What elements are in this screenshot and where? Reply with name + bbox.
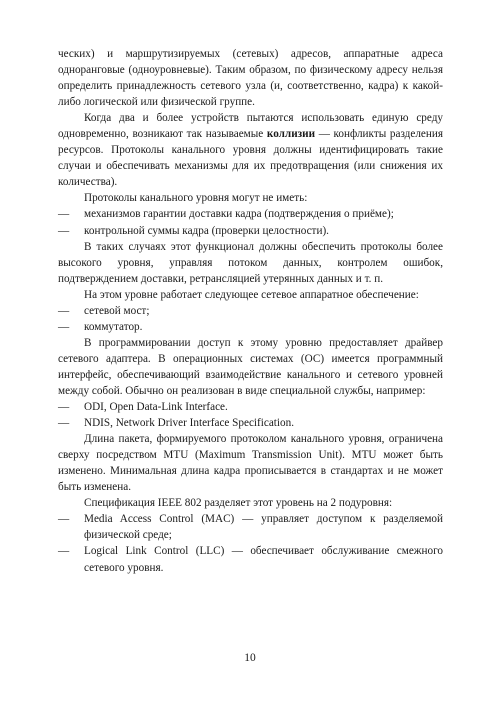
dash-marker: — [58,320,70,333]
page-body [58,46,443,576]
paragraph-hardware: На этом уровне работает следующее сетевое аппаратное обеспечение: [84,288,419,301]
list-item-text: ODI, Open Data-Link Interface. [84,401,228,414]
dash-marker: — [58,545,70,558]
list-item [58,399,443,415]
list-item-text: Media Access Control (MAC) — управляет доступом к разделяемой физической среде; [84,513,443,542]
dash-marker: — [58,304,70,317]
paragraph-text: — конфликты разделения ресурсов. Протоколы канального уровня должны идентифицировать такие случаи и обеспечивать механизмы для их предотвращения (или снижения их количества). [58,128,443,189]
dash-marker: — [58,208,70,221]
list-item-text: сетевой мост; [84,304,150,317]
list-item-text: Logical Link Control (LLC) — обеспечивает обслуживание смежного сетевого уровня. [84,545,443,574]
list-item [58,543,443,575]
paragraph-programming: В программировании доступ к этому уровню предоставляет драйвер сетевого адаптера. В операционных системах (ОС) имеется программный интерфейс, обеспечивающий взаимодействие канального и сетевого уровней между собой. Обычно он реализован в виде специальной службы, например: [58,336,443,397]
paragraph-higher-level: В таких случаях этот функционал должны обеспечить протоколы более высокого уровня, управляя потоком данных, контролем ошибок, подтверждением доставки, ретрансляцией утерянных данных и т. п. [58,240,443,285]
paragraph-continuation: ческих) и маршрутизируемых (сетевых) адресов, аппаратные адреса одноранговые (одноуровневые). Таким образом, по физическому адресу нельзя определить принадлежность сетевого узла (и, соответственно, кадра) к какой-либо логической или физической группе. [58,48,443,109]
list-item [58,415,443,431]
list-item [58,206,443,222]
paragraph-collisions [58,110,443,190]
term-collisions: коллизии [266,128,316,141]
list-item-text: NDIS, Network Driver Interface Specification. [84,417,294,430]
list-item [58,511,443,543]
list-item-text: контрольной суммы кадра (проверки целостности). [84,224,329,237]
dash-marker: — [58,401,70,414]
dash-marker: — [58,417,70,430]
list-item-text: коммутатор. [84,320,143,333]
dash-marker: — [58,224,70,237]
page-number: 10 [244,652,256,664]
list-item [58,319,443,335]
dash-marker: — [58,513,70,526]
paragraph-text: Когда два и более устройств пытаются использовать единую среду одновременно, возникают так называемые [58,112,443,141]
paragraph-protocols-may-lack: Протоколы канального уровня могут не иметь: [84,192,308,205]
list-item [58,223,443,239]
list-item-text: механизмов гарантии доставки кадра (подтверждения о приёме); [84,208,394,221]
paragraph-ieee802: Спецификация IEEE 802 разделяет этот уровень на 2 подуровня: [84,497,393,510]
paragraph-mtu: Длина пакета, формируемого протоколом канального уровня, ограничена сверху посредством MTU (Maximum Transmission Unit). MTU может быть изменено. Минимальная длина кадра прописывается в стандартах и не может быть изменена. [58,433,443,494]
list-item [58,303,443,319]
